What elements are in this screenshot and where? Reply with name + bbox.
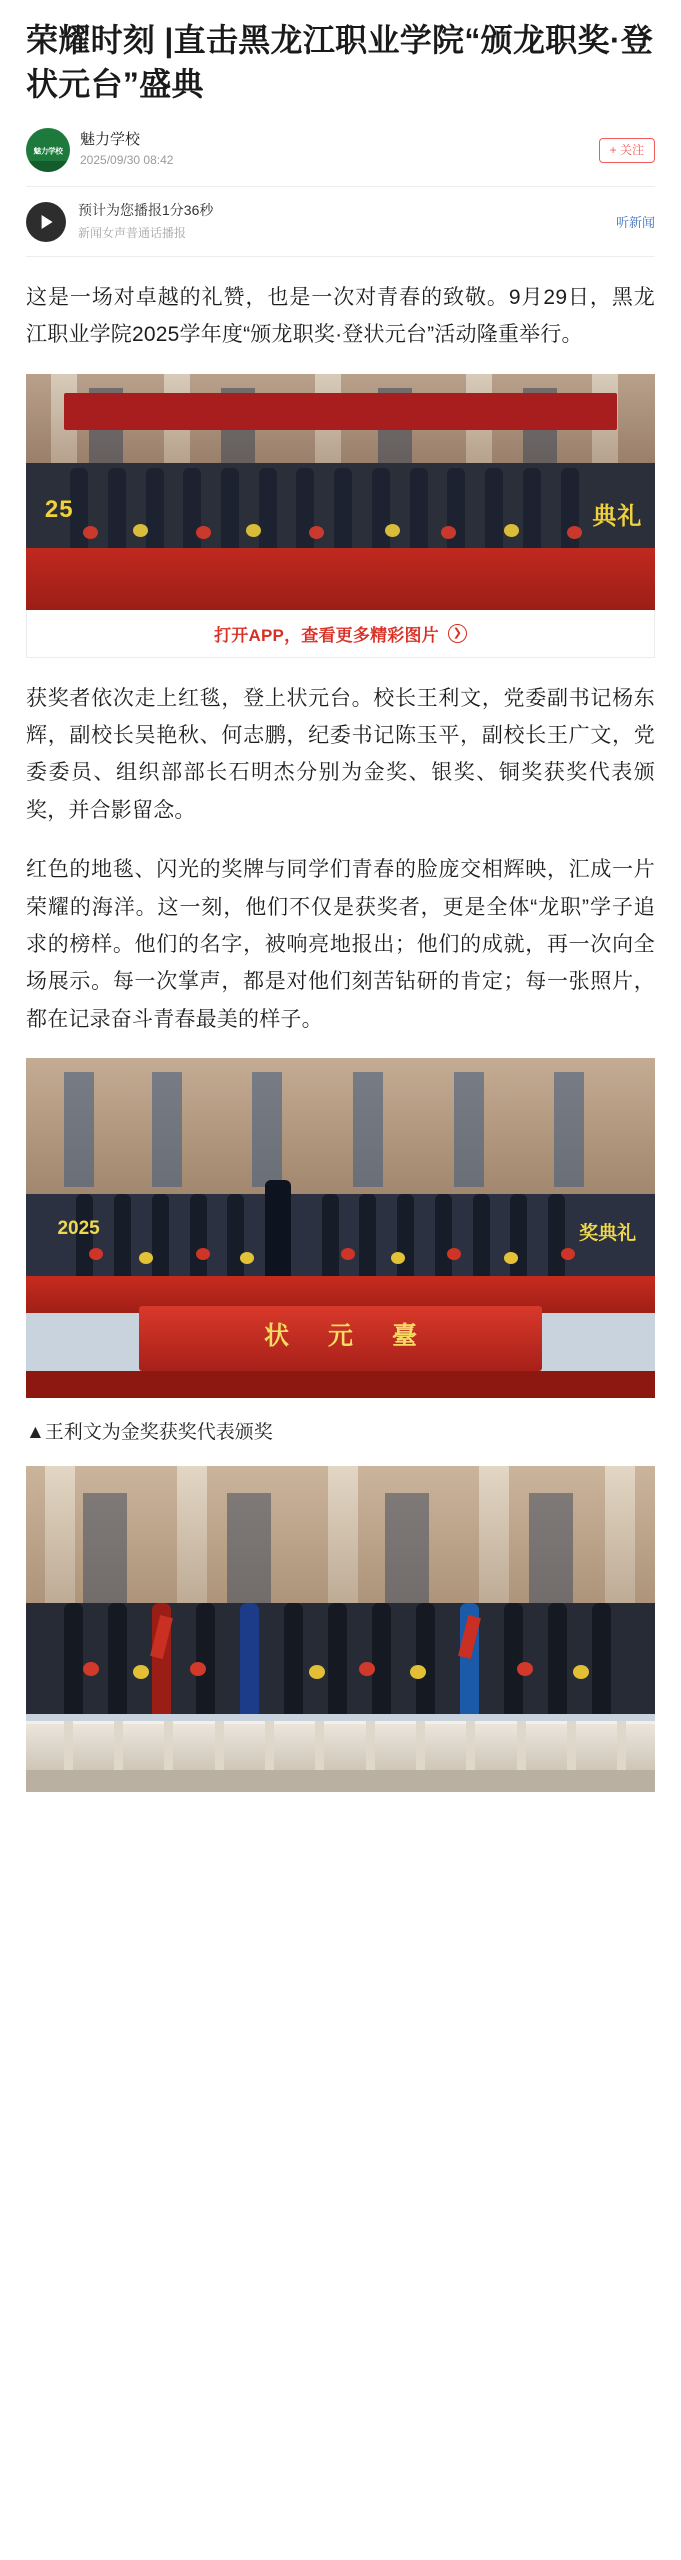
avatar-label: 魅力学校 xyxy=(33,146,63,155)
listen-news-button[interactable]: 听新闻 xyxy=(615,215,655,231)
paragraph-3: 红色的地毯、闪光的奖牌与同学们青春的脸庞交相辉映，汇成一片荣耀的海洋。这一刻，他们不仅是获奖者，更是全体“龙职”学子追求的榜样。他们的名字，被响亮地报出；他们的成就，再一次向全场展示。每一次掌声，都是对他们刻苦钻研的肯定；每一张照片，都在记录奋斗青春最美的样子。 xyxy=(26,858,655,1031)
photo-group-steps[interactable] xyxy=(26,1466,655,1792)
photo1-banner xyxy=(64,393,618,431)
open-app-label: 打开APP，查看更多精彩图片 xyxy=(214,625,439,645)
photo2-floor xyxy=(26,1371,655,1398)
byline xyxy=(26,112,655,186)
follow-button[interactable]: + 关注 xyxy=(599,138,655,162)
audio-subtitle: 新闻女声普通话播报 xyxy=(78,225,187,240)
photo-stage-award[interactable] xyxy=(26,1058,655,1398)
chevron-right-icon: ❯ xyxy=(448,624,467,643)
photo1-red-carpet xyxy=(26,548,655,609)
photo2-stage-label: 状 元 臺 xyxy=(264,1322,433,1351)
avatar[interactable] xyxy=(26,128,70,172)
audio-player-bar[interactable] xyxy=(26,186,655,257)
publish-date: 2025/09/30 08:42 xyxy=(80,153,174,168)
photo1-overlay-right: 典礼 xyxy=(592,503,643,531)
open-app-banner[interactable] xyxy=(26,610,655,658)
figure-2 xyxy=(26,1058,655,1448)
audio-text xyxy=(78,201,616,242)
figure-3 xyxy=(26,1466,655,1792)
author-name[interactable]: 魅力学校 xyxy=(80,131,141,149)
photo1-overlay-left: 25 xyxy=(44,496,74,524)
figure-1 xyxy=(26,374,655,658)
photo3-ground xyxy=(26,1770,655,1793)
page-title: 荣耀时刻 |直击黑龙江职业学院“颁龙职奖·登状元台”盛典 xyxy=(26,22,654,103)
paragraph-1: 这是一场对卓越的礼赞，也是一次对青春的致敬。9月29日，黑龙江职业学院2025学年度“颁龙职奖·登状元台”活动隆重举行。 xyxy=(26,285,655,347)
byline-text xyxy=(80,130,599,170)
play-icon[interactable] xyxy=(26,202,66,242)
audio-title: 预计为您播报1分36秒 xyxy=(78,202,214,219)
photo2-overlay-left: 2025 xyxy=(57,1217,100,1239)
photo2-overlay-right: 奖典礼 xyxy=(579,1222,637,1244)
photo-group-red-carpet[interactable] xyxy=(26,374,655,610)
paragraph-2: 获奖者依次走上红毯，登上状元台。校长王利文，党委副书记杨东辉，副校长吴艳秋、何志鹏，纪委书记陈玉平，副校长王广文，党委委员、组织部部长石明杰分别为金奖、银奖、铜奖获奖代表颁奖，并合影留念。 xyxy=(26,686,655,822)
image-caption-1: ▲王利文为金奖获奖代表颁奖 xyxy=(26,1422,273,1444)
